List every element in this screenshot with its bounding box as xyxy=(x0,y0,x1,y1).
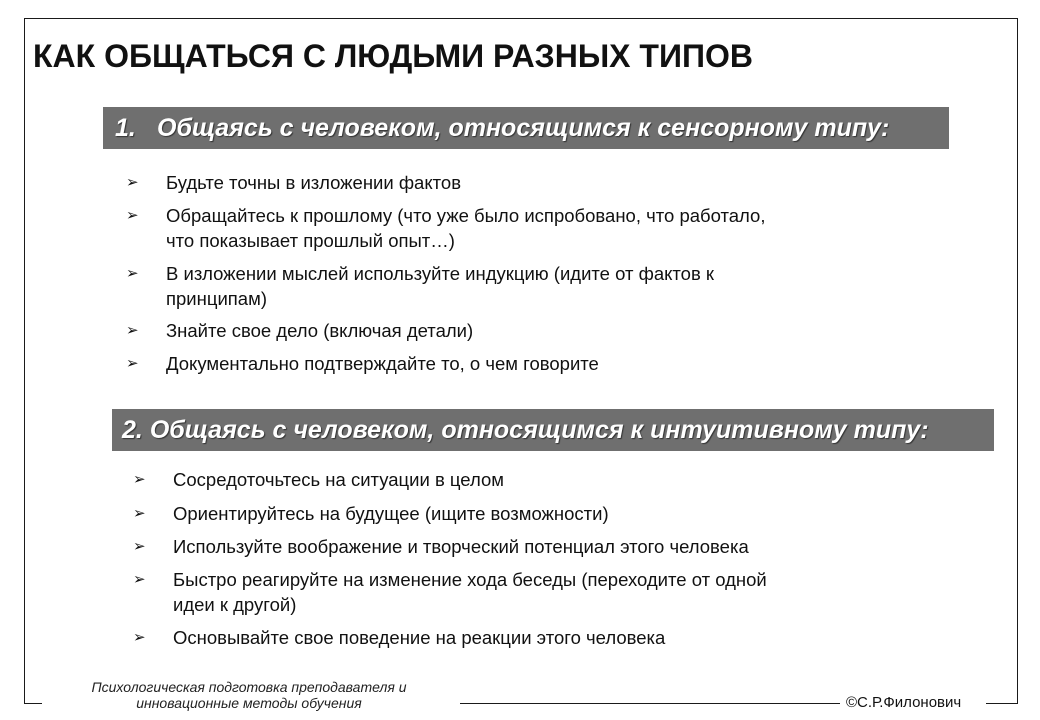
section-1-heading: Общаясь с человеком, относящимся к сенсорному типу: xyxy=(157,114,890,142)
section-1-number: 1. xyxy=(115,114,136,142)
page-title: КАК ОБЩАТЬСЯ С ЛЮДЬМИ РАЗНЫХ ТИПОВ xyxy=(33,38,753,74)
arrow-bullet-icon: ➢ xyxy=(126,321,139,339)
arrow-bullet-icon: ➢ xyxy=(133,470,146,488)
arrow-bullet-icon: ➢ xyxy=(133,504,146,522)
list-item-text: Документально подтверждайте то, о чем говорите xyxy=(166,353,599,374)
section-2-heading-bar xyxy=(112,409,994,451)
list-item-text: Знайте свое дело (включая детали) xyxy=(166,320,474,341)
section-2-heading: Общаясь с человеком, относящимся к интуитивному типу: xyxy=(149,416,929,444)
arrow-bullet-icon: ➢ xyxy=(126,173,139,191)
section-1-heading-bar xyxy=(103,107,949,149)
arrow-bullet-icon: ➢ xyxy=(133,570,146,588)
section-2-number: 2. xyxy=(122,416,143,444)
arrow-bullet-icon: ➢ xyxy=(133,537,146,555)
list-item-text: Сосредоточьтесь на ситуации в целом xyxy=(173,469,504,490)
list-item-text: Будьте точны в изложении фактов xyxy=(166,172,462,193)
arrow-bullet-icon: ➢ xyxy=(126,206,139,224)
list-item-text: В изложении мыслей используйте индукцию (идите от фактов к принципам) xyxy=(166,263,715,309)
arrow-bullet-icon: ➢ xyxy=(133,628,146,646)
list-item-text: Быстро реагируйте на изменение хода беседы (переходите от одной идеи к другой) xyxy=(173,569,767,615)
list-item-text: Основывайте свое поведение на реакции этого человека xyxy=(173,627,666,648)
footer-caption: Психологическая подготовка преподавателя и инновационные методы обучения xyxy=(91,679,407,711)
list-item-text: Ориентируйтесь на будущее (ищите возможности) xyxy=(173,503,609,524)
footer-copyright: ©С.Р.Филонович xyxy=(846,694,962,711)
footer-divider-right xyxy=(986,703,1018,704)
arrow-bullet-icon: ➢ xyxy=(126,264,139,282)
footer-divider xyxy=(460,703,840,704)
list-item-text: Обращайтесь к прошлому (что уже было испробовано, что работало, что показывает прошлый опыт…) xyxy=(166,205,766,251)
list-item-text: Используйте воображение и творческий потенциал этого человека xyxy=(173,536,749,557)
footer-divider-left xyxy=(24,703,42,704)
arrow-bullet-icon: ➢ xyxy=(126,354,139,372)
